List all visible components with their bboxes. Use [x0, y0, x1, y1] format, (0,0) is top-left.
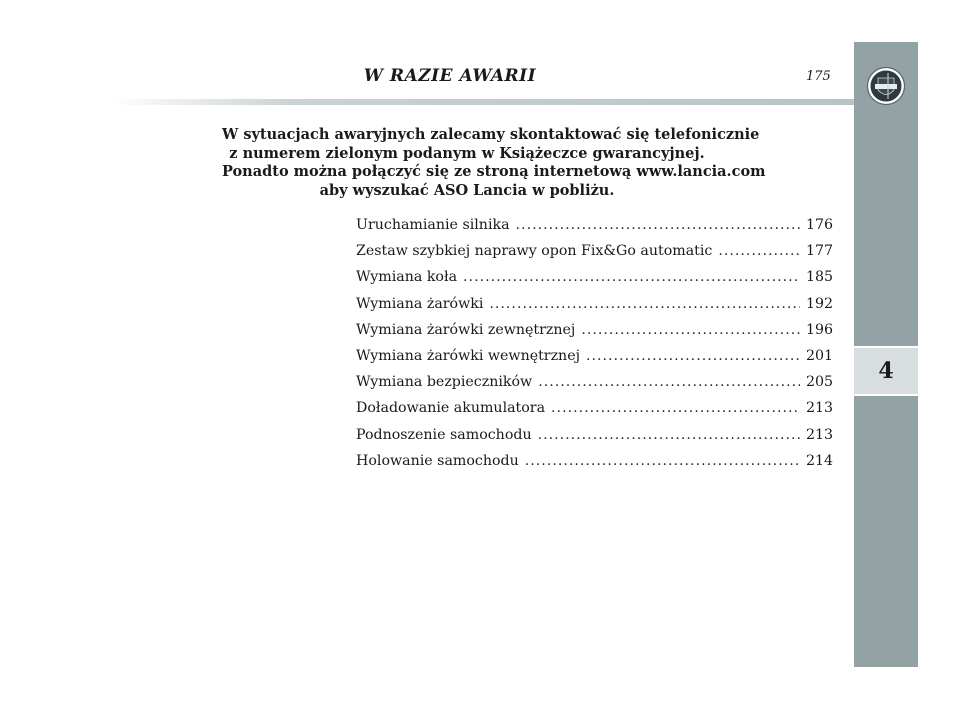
- toc-entry-page: 213: [806, 400, 834, 417]
- toc-leader-dots: [718, 238, 800, 264]
- toc-leader-dots: [489, 291, 800, 317]
- toc-entry-page: 192: [806, 295, 834, 312]
- toc-entry[interactable]: [356, 343, 834, 369]
- toc-entry[interactable]: [356, 395, 834, 421]
- toc-entry-page: 201: [806, 347, 834, 364]
- page-number: 175: [806, 69, 831, 84]
- toc-entry-label: Zestaw szybkiej naprawy opon Fix&Go automatic: [356, 243, 713, 260]
- lancia-logo-icon: [866, 66, 906, 106]
- toc-leader-dots: [551, 395, 800, 421]
- toc-entry-page: 177: [806, 243, 834, 260]
- toc-leader-dots: [516, 212, 800, 238]
- toc-entry-label: Wymiana bezpieczników: [356, 374, 533, 391]
- toc-entry[interactable]: [356, 212, 834, 238]
- emergency-notice: [222, 126, 766, 200]
- toc-entry-label: Wymiana żarówki wewnętrznej: [356, 347, 580, 364]
- toc-leader-dots: [463, 264, 800, 290]
- toc-leader-dots: [538, 369, 800, 395]
- toc-entry[interactable]: [356, 317, 834, 343]
- notice-line: z numerem zielonym podanym w Książeczce gwarancyjnej.: [229, 144, 705, 162]
- chapter-tab[interactable]: 4: [854, 346, 918, 396]
- table-of-contents: [356, 212, 834, 474]
- toc-entry-page: 176: [806, 217, 834, 233]
- toc-entry-page: 213: [806, 426, 834, 443]
- toc-entry-page: 205: [806, 374, 834, 391]
- toc-entry[interactable]: [356, 369, 834, 395]
- notice-line: aby wyszukać ASO Lancia w pobliżu.: [319, 181, 615, 199]
- toc-entry[interactable]: [356, 422, 834, 448]
- toc-entry-label: Wymiana żarówki zewnętrznej: [356, 321, 576, 338]
- toc-leader-dots: [581, 317, 800, 343]
- toc-leader-dots: [586, 343, 800, 369]
- toc-entry-label: Wymiana koła: [356, 269, 458, 286]
- toc-entry-page: 214: [806, 452, 834, 469]
- notice-line: W sytuacjach awaryjnych zalecamy skontaktować się telefonicznie: [222, 126, 760, 143]
- toc-leader-dots: [525, 448, 800, 474]
- toc-entry-label: Uruchamianie silnika: [356, 217, 510, 233]
- section-title: W RAZIE AWARII: [363, 66, 537, 86]
- toc-entry[interactable]: [356, 448, 834, 474]
- toc-entry-page: 196: [806, 321, 834, 338]
- toc-leader-dots: [538, 422, 800, 448]
- toc-entry[interactable]: [356, 238, 834, 264]
- toc-entry-label: Holowanie samochodu: [356, 452, 519, 469]
- toc-entry-page: 185: [806, 269, 834, 286]
- toc-entry[interactable]: [356, 264, 834, 290]
- toc-entry-label: Podnoszenie samochodu: [356, 426, 532, 443]
- toc-entry-label: Doładowanie akumulatora: [356, 400, 546, 417]
- toc-entry[interactable]: [356, 291, 834, 317]
- toc-entry-label: Wymiana żarówki: [356, 295, 484, 312]
- notice-line: Ponadto można połączyć się ze stroną internetową www.lancia.com: [222, 163, 766, 180]
- header-divider: [110, 99, 854, 105]
